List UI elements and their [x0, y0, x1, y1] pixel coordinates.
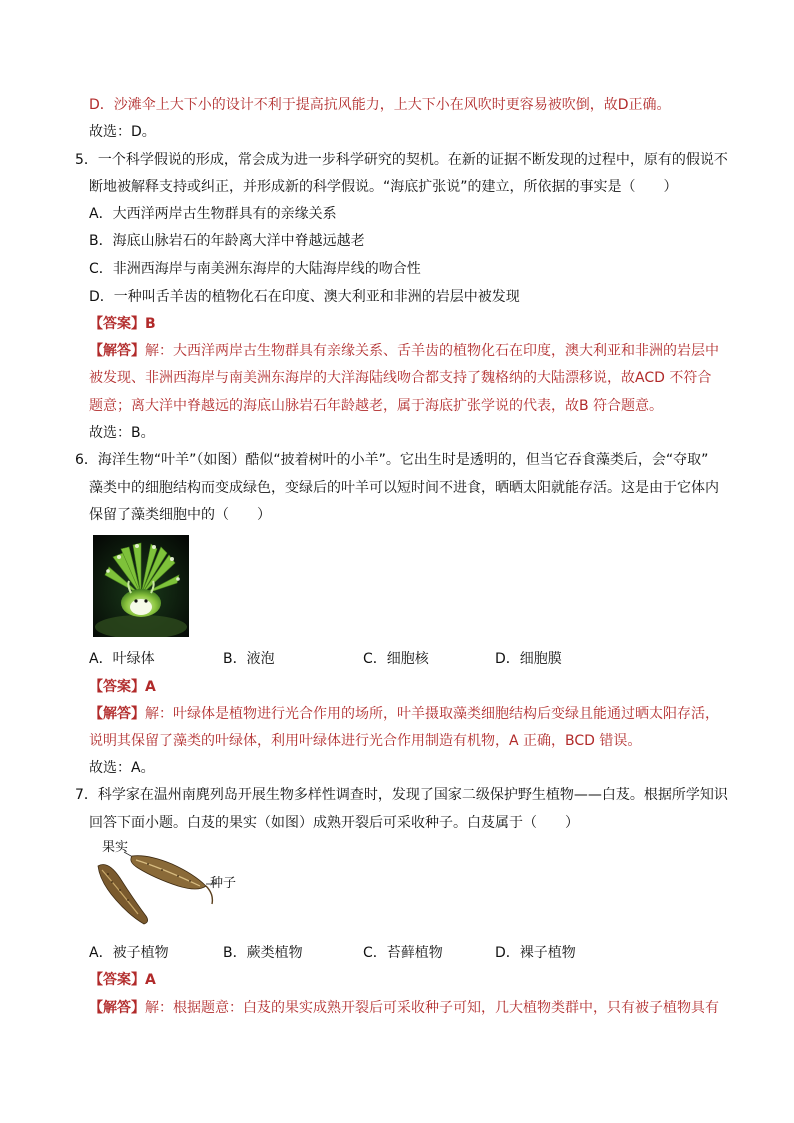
q5-analysis-text1: 解：大西洋两岸古生物群具有亲缘关系、舌羊齿的植物化石在印度，澳大利亚和非洲的岩层中	[145, 343, 719, 359]
q6-option-d: D．细胞膜	[495, 651, 562, 667]
q6-option-c: C．细胞核	[363, 651, 429, 667]
q6-stem-line3: 保留了藻类细胞中的（ ）	[89, 507, 271, 523]
q6-analysis-text1: 解：叶绿体是植物进行光合作用的场所，叶羊摄取藻类细胞结构后变绿且能通过晒太阳存活，	[145, 706, 719, 722]
q5-option-a: A．大西洋两岸古生物群具有的亲缘关系	[89, 206, 337, 222]
q7-analysis-text1: 解：根据题意：白芨的果实成熟开裂后可采收种子可知，几大植物类群中，只有被子植物具有	[145, 1000, 719, 1016]
q6-analysis-line1	[89, 704, 719, 724]
q5-option-b: B．海底山脉岩石的年龄离大洋中脊越远越老	[89, 233, 365, 249]
q7-stem-line1: 7．科学家在温州南麂列岛开展生物多样性调查时，发现了国家二级保护野生植物——白芨。根据所学知识	[75, 787, 728, 803]
prev-option-d-explanation: D．沙滩伞上大下小的设计不利于提高抗风能力，上大下小在风吹时更容易被吹倒，故D正确。	[89, 97, 671, 113]
q6-option-a: A．叶绿体	[89, 651, 155, 667]
q5-analysis-line2: 被发现、非洲西海岸与南美洲东海岸的大洋海陆线吻合都支持了魏格纳的大陆漂移说，故ACD 不符合	[89, 370, 712, 386]
q7-option-d: D．裸子植物	[495, 945, 576, 961]
q6-option-b: B．液泡	[223, 651, 275, 667]
q6-analysis-label: 【解答】	[89, 706, 145, 722]
q5-analysis-label: 【解答】	[89, 343, 145, 359]
bletilla-fruit-figure	[90, 838, 250, 930]
seed-label: 种子	[210, 876, 237, 891]
q6-analysis-line2: 说明其保留了藻类的叶绿体，利用叶绿体进行光合作用制造有机物，A 正确，BCD 错误。	[89, 733, 642, 749]
leaf-sheep-photo	[93, 535, 189, 637]
q7-analysis-line1	[89, 998, 719, 1018]
prev-choose-line: 故选：D。	[89, 124, 156, 140]
fruit-label: 果实	[102, 840, 129, 855]
q5-option-d: D．一种叫舌羊齿的植物化石在印度、澳大利亚和非洲的岩层中被发现	[89, 289, 520, 305]
q6-answer: 【答案】A	[89, 679, 156, 695]
q5-option-c: C．非洲西海岸与南美洲东海岸的大陆海岸线的吻合性	[89, 261, 421, 277]
q7-stem-line2: 回答下面小题。白芨的果实（如图）成熟开裂后可采收种子。白芨属于（ ）	[89, 815, 579, 831]
q7-analysis-label: 【解答】	[89, 1000, 145, 1016]
q6-stem-line2: 藻类中的细胞结构而变成绿色，变绿后的叶羊可以短时间不进食，晒晒太阳就能存活。这是由于它体内	[89, 480, 719, 496]
q5-choose-line: 故选：B。	[89, 425, 155, 441]
q7-option-b: B．蕨类植物	[223, 945, 303, 961]
q5-answer: 【答案】B	[89, 316, 156, 332]
q7-answer: 【答案】A	[89, 972, 156, 988]
q5-stem-line1: 5．一个科学假说的形成，常会成为进一步科学研究的契机。在新的证据不断发现的过程中，原有的假说不	[75, 152, 728, 168]
q5-stem-line2: 断地被解释支持或纠正，并形成新的科学假说。“海底扩张说”的建立，所依据的事实是（ ）	[89, 179, 678, 195]
q6-stem-line1: 6．海洋生物“叶羊”（如图）酷似“披着树叶的小羊”。它出生时是透明的，但当它吞食藻类后，会“夺取”	[75, 452, 709, 468]
q5-analysis-line3: 题意；离大洋中脊越远的海底山脉岩石年龄越老，属于海底扩张学说的代表，故B 符合题意。	[89, 398, 664, 414]
q5-analysis-line1	[89, 341, 719, 361]
q7-option-c: C．苔藓植物	[363, 945, 443, 961]
q6-choose-line: 故选：A。	[89, 760, 155, 776]
q7-option-a: A．被子植物	[89, 945, 169, 961]
